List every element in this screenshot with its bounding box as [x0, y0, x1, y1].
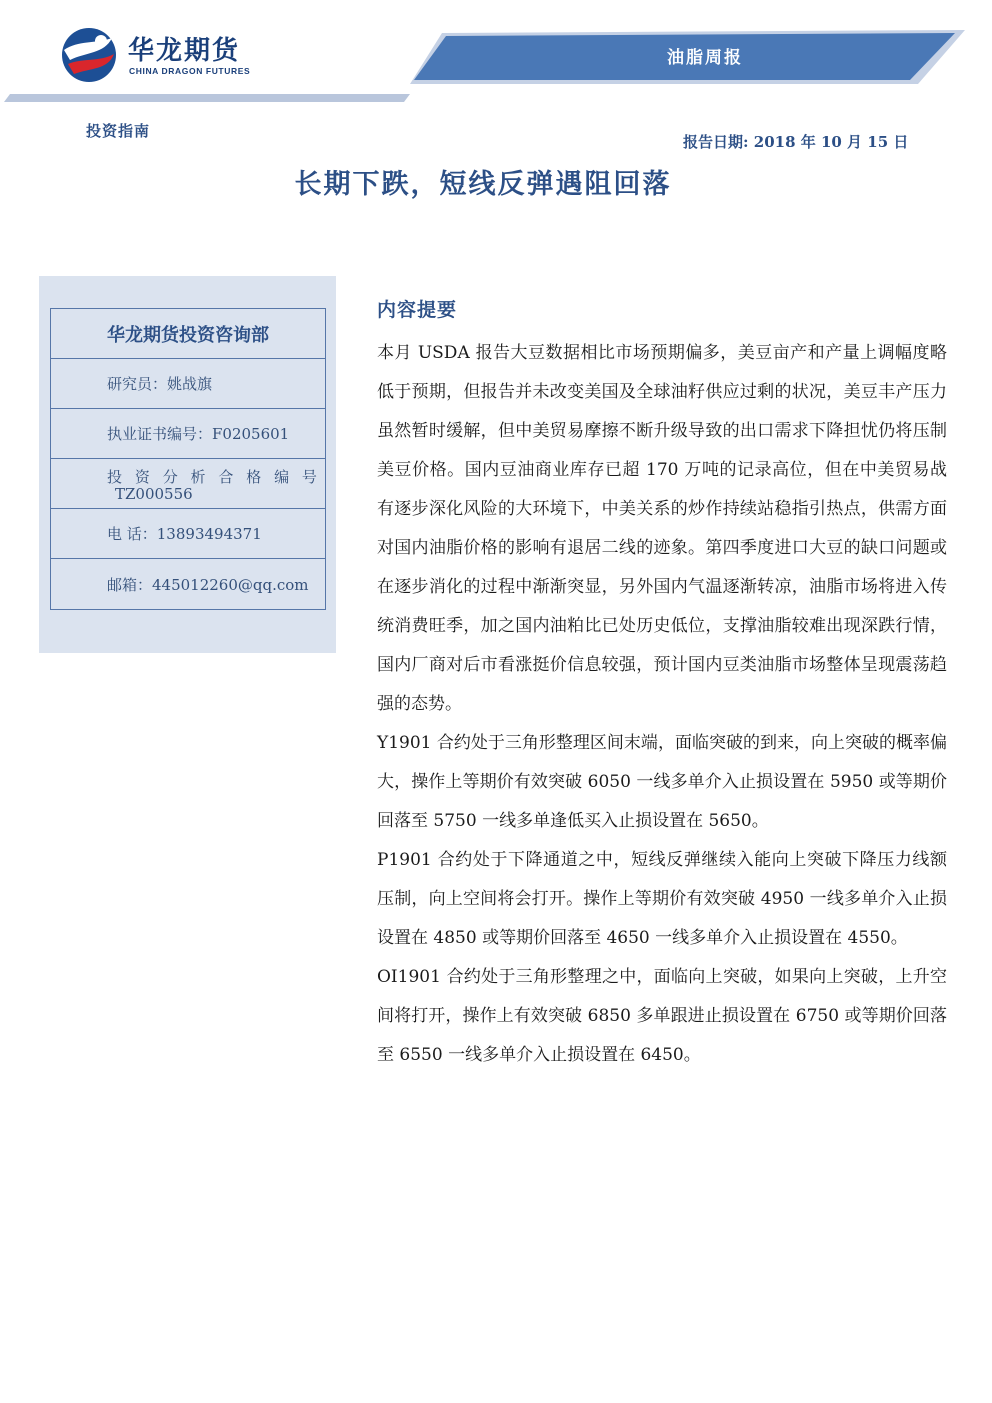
- info-qualification-value: TZ000556: [115, 485, 193, 503]
- paragraph-y1901: Y1901 合约处于三角形整理区间末端，面临突破的到来，向上突破的概率偏大，操作上等期价有效突破 6050 一线多单介入止损设置在 5950 或等期价回落至 5750 一线多单逢低买入止损设置在 5650。: [377, 733, 947, 831]
- section-tag: 投资指南: [86, 122, 151, 140]
- summary-title: 内容提要: [377, 299, 458, 321]
- paragraph-p1901: P1901 合约处于下降通道之中，短线反弹继续入能向上突破下降压力线额压制，向上空间将会打开。操作上等期价有效突破 4950 一线多单介入止损设置在 4850 或等期价回落至 4650 一线多单介入止损设置在 4550。: [377, 850, 947, 948]
- info-email[interactable]: 邮箱：445012260@qq.com: [107, 575, 309, 594]
- info-qualification: [51, 459, 325, 509]
- paragraph-oi1901: OI1901 合约处于三角形整理之中，面临向上突破，如果向上突破，上升空间将打开，操作上有效突破 6850 多单跟进止损设置在 6750 或等期价回落至 6550 一线多单介入止损设置在 6450。: [377, 967, 947, 1065]
- header-stripe: [4, 94, 410, 102]
- company-logo-icon: [62, 28, 116, 82]
- info-phone: 电 话：13893494371: [51, 509, 325, 559]
- paragraph-overview: 本月 USDA 报告大豆数据相比市场预期偏多，美豆亩产和产量上调幅度略低于预期，但报告并未改变美国及全球油籽供应过剩的状况，美豆丰产压力虽然暂时缓解，但中美贸易摩擦不断升级导致的出口需求下降担忧仍将压制美豆价格。国内豆油商业库存已超 170 万吨的记录高位，但在中美贸易战有逐步深化风险的大环境下，中美关系的炒作持续站稳指引热点，供需方面对国内油脂价格的影响有退居二线的迹象。第四季度进口大豆的缺口问题或在逐步消化的过程中渐渐突显，另外国内气温逐渐转凉，油脂市场将进入传统消费旺季，加之国内油粕比已处历史低位，支撑油脂较难出现深跌行情，国内厂商对后市看涨挺价信息较强，预计国内豆类油脂市场整体呈现震荡趋强的态势。: [377, 343, 947, 714]
- summary-body: [377, 334, 947, 1075]
- page-header: [0, 0, 992, 110]
- company-name-en: CHINA DRAGON FUTURES: [129, 66, 251, 76]
- page-title: 长期下跌，短线反弹遇阻回落: [294, 169, 672, 200]
- info-researcher: 研究员：姚战旗: [51, 359, 325, 409]
- report-type: 油脂周报: [667, 48, 743, 68]
- info-heading: 华龙期货投资咨询部: [51, 309, 325, 359]
- info-qualification-label: 投 资 分 析 合 格 编 号: [107, 468, 317, 486]
- report-date: 报告日期: 2018 年 10 月 15 日: [683, 133, 909, 151]
- analyst-info-box: [50, 308, 326, 610]
- company-name-cn: 华龙期货: [128, 36, 241, 66]
- info-license: 执业证书编号：F0205601: [51, 409, 325, 459]
